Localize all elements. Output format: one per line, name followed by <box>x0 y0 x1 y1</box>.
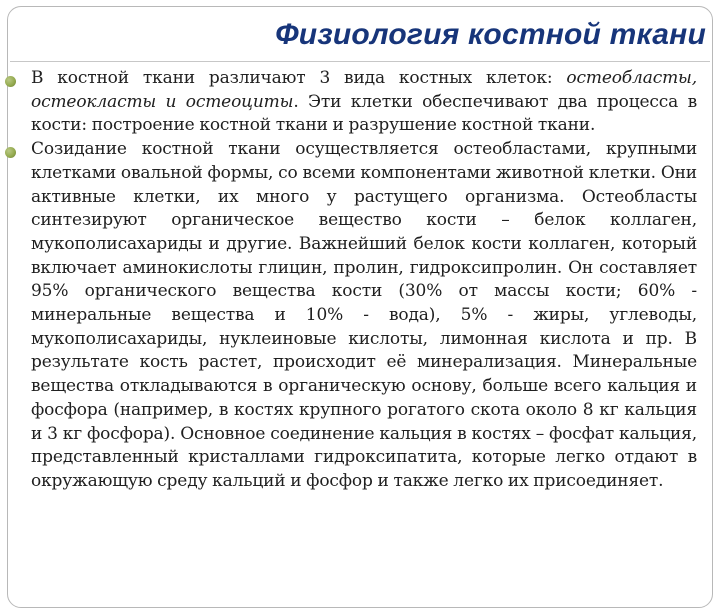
bullet-text: Созидание костной ткани осуществляется остеобластами, крупными клетками овальной формы, со всеми компонентами животной клетки. Они активные клетки, их много у растущего организма. Остеобласты синтезируют органическое вещество кости – белок коллаген, мукополисахариды и другие. Важнейший белок кости коллаген, который включает аминокислоты глицин, пролин, гидроксипролин. Он составляет 95% органического вещества кости (30% от массы кости; 60% - минеральные вещества и 10% - вода), 5% - жиры, углеводы, мукополисахариды, нуклеиновые кислоты, лимонная кислота и пр. В результате кость растет, происходит её минерализация. Минеральные вещества откладываются в органическую основу, больше всего кальция и фосфора (например, в костях крупного рогатого скота около 8 кг кальция и 3 кг фосфора). Основное соединение кальция в костях – фосфат кальция, представленный кристаллами гидроксипатита, которые легко отдают в окружающую среду кальций и фосфор и также легко их присоединяет. <box>31 139 697 491</box>
bullet-item-2 <box>0 138 720 494</box>
bullet-text-rest: . Эти клетки обеспечивают два процесса в кости: построение костной ткани и разрушение костной ткани. <box>31 91 697 136</box>
bullet-item-1 <box>0 67 720 138</box>
bullet-text-emphasis: остеобласты, остеокласты и остеоциты <box>31 68 697 112</box>
bullet-text <box>31 67 697 138</box>
slide-body <box>0 67 720 494</box>
bullet-icon <box>5 76 16 87</box>
bullet-icon <box>5 147 16 158</box>
bullet-text-intro: В костной ткани различают 3 вида костных клеток: <box>31 68 567 88</box>
slide-title: Физиология костной ткани <box>275 18 706 51</box>
title-divider <box>10 61 710 62</box>
